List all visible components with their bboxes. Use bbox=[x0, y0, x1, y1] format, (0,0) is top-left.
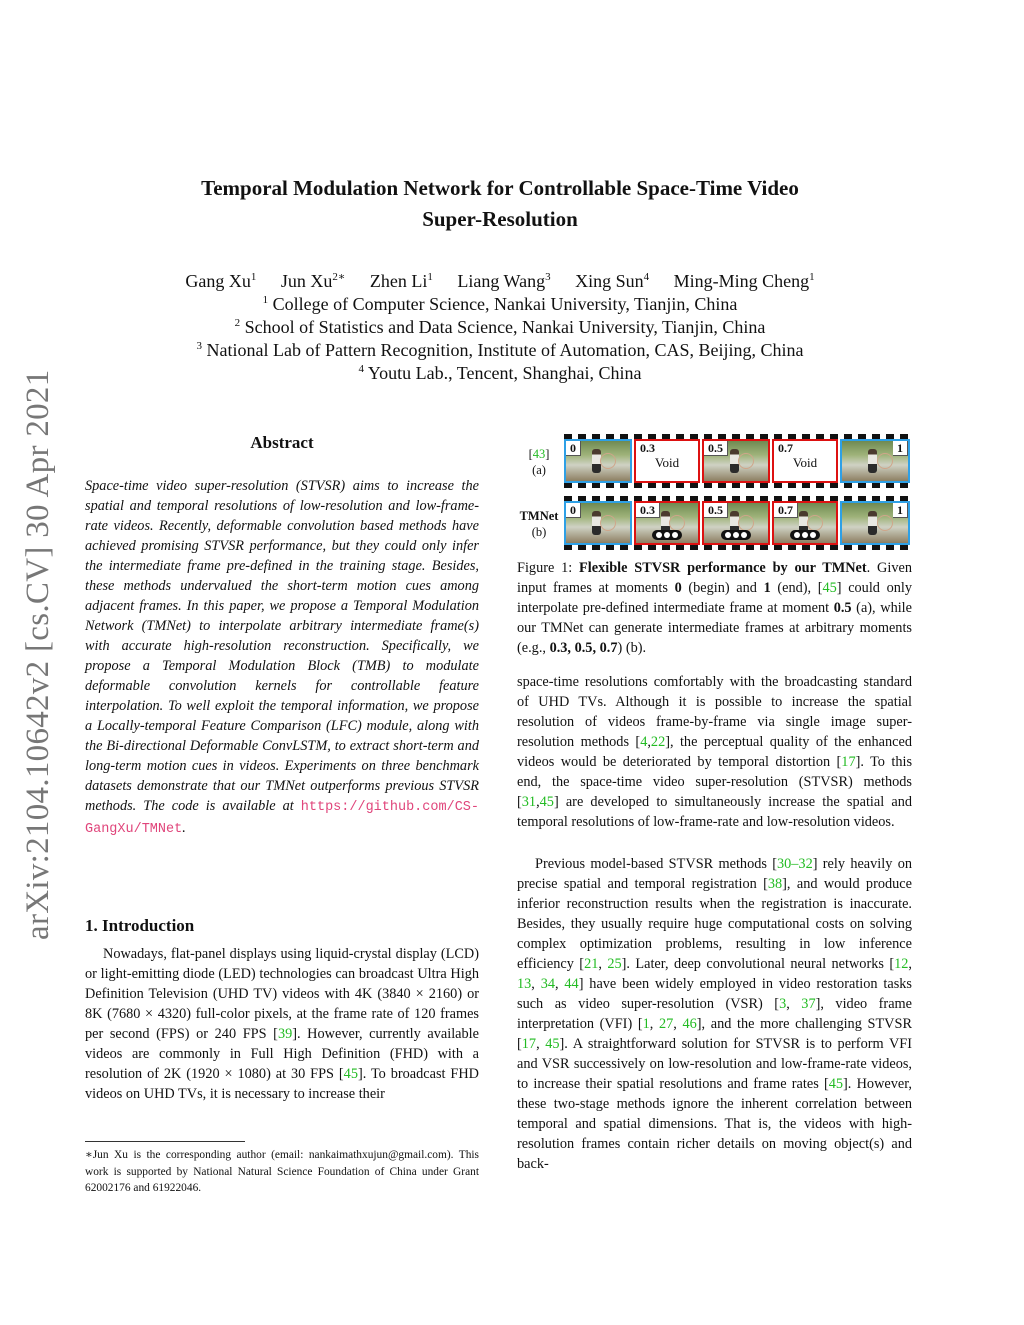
affiliation: $^1$ College of Computer Science, Nankai University, Tianjin, China bbox=[262, 294, 738, 314]
intro-heading: 1. Introduction bbox=[85, 916, 195, 935]
citation-link[interactable]: 27 bbox=[658, 1016, 674, 1032]
author: Gang Xu$^1$ bbox=[185, 271, 257, 291]
video-frame: 0 bbox=[564, 501, 632, 545]
affiliation: $^2$ School of Statistics and Data Science, Nankai University, Tianjin, China bbox=[234, 317, 766, 337]
void-frame: 0.7 Void bbox=[772, 439, 838, 483]
citation-link[interactable]: 34 bbox=[540, 976, 555, 992]
affiliation: $^3$ National Lab of Pattern Recognition, Institute of Automation, CAS, Beijing, China bbox=[196, 340, 804, 360]
citation-link[interactable]: 45 bbox=[539, 794, 554, 810]
arxiv-side-label: arXiv:2104.10642v2 [cs.CV] 30 Apr 2021 bbox=[20, 369, 56, 940]
filmstrip-row-a bbox=[564, 434, 910, 488]
citation-link[interactable]: 45 bbox=[828, 1076, 844, 1092]
title-line-2: Super-Resolution bbox=[422, 207, 578, 231]
citation-link[interactable]: 44 bbox=[564, 976, 579, 992]
citation-link[interactable]: 45 bbox=[822, 580, 837, 596]
citation-link[interactable]: 30–32 bbox=[776, 856, 813, 872]
citation-link[interactable]: 45 bbox=[545, 1036, 560, 1052]
citation-link[interactable]: 3 bbox=[779, 996, 787, 1012]
author: Jun $Xu^{2∗}$ bbox=[280, 271, 346, 291]
citation-link[interactable]: 38 bbox=[767, 876, 783, 892]
citation-link[interactable]: 43 bbox=[532, 447, 546, 461]
citation-link[interactable]: 37 bbox=[801, 996, 816, 1012]
author-block bbox=[100, 270, 900, 385]
abstract-heading: Abstract bbox=[250, 433, 314, 452]
video-frame: 1 bbox=[840, 501, 910, 545]
video-frame: 0 bbox=[564, 439, 632, 483]
author: Zhen Li$^1$ bbox=[369, 271, 433, 291]
video-frame: 0.5 bbox=[702, 501, 770, 545]
citation-link[interactable]: 45 bbox=[343, 1066, 358, 1082]
row-b-label: TMNet (b) bbox=[519, 509, 559, 539]
ellipsis-icon bbox=[790, 530, 820, 540]
filmstrip-row-b bbox=[564, 496, 910, 550]
abstract-body: Space-time video super-resolution (STVSR) aims to increase the spatial and temporal resolutions of low-resolution and low-frame-rate videos. Recently, deformable convolution based methods have achieved promising STVSR performance, but they could only infer the intermediate frame pre-defined in the training stage. Besides, these methods undervalued the short-term motion cues among adjacent frames. In this paper, we propose a Temporal Modulation Network (TMNet) to interpolate arbitrary intermediate frame(s) with accurate high-resolution reconstruction. Specifically, we propose a Temporal Modulation Block (TMB) to modulate deformable convolution kernels for controllable feature interpolation. To well exploit the temporal information, we propose a Locally-temporal Feature Comparison (LFC) module, along with the Bi-directional Deformable ConvLSTM, to extract short-term and long-term motion cues in videos. Experiments on three benchmark datasets demonstrate that our TMNet outperforms previous STVSR methods. The code is available at https://github.com/CS-GangXu/TMNet. bbox=[85, 478, 479, 837]
ellipsis-icon bbox=[721, 530, 751, 540]
author: Ming-Ming Cheng$^1$ bbox=[673, 271, 815, 291]
body-paragraph: space-time resolutions comfortably with the broadcasting standard of UHD TVs. Although it is possible to increase the spatial resolution of videos frame-by-frame via single image super-resolution methods [4,22], the perceptual quality of the enhanced videos would be deteriorated by temporal distortion [17]. To this end, the space-time video super-resolution (STVSR) methods [31,45] are developed to simultaneously increase the spatial and temporal resolutions of low-frame-rate and low-resolution videos. bbox=[517, 674, 913, 830]
footnote: ∗Jun Xu is the corresponding author (email: nankaimathxujun@gmail.com). This work is supported by National Natural Science Foundation of China under Grant 62002176 and 61922046. bbox=[85, 1149, 479, 1194]
citation-link[interactable]: 13 bbox=[517, 976, 532, 992]
code-link[interactable]: https://github.com/CS-GangXu/TMNet bbox=[85, 800, 479, 837]
video-frame: 0.3 bbox=[634, 501, 700, 545]
void-frame: 0.3 Void bbox=[634, 439, 700, 483]
citation-link[interactable]: 1 bbox=[642, 1016, 650, 1032]
video-frame: 1 bbox=[840, 439, 910, 483]
citation-link[interactable]: 17 bbox=[521, 1036, 537, 1052]
citation-link[interactable]: 31 bbox=[521, 794, 537, 810]
citation-link[interactable]: 39 bbox=[277, 1026, 293, 1042]
citation-link[interactable]: 22 bbox=[650, 734, 666, 750]
affiliation: $^4$ Youtu Lab., Tencent, Shanghai, China bbox=[358, 363, 642, 383]
citation-link[interactable]: 21 bbox=[584, 956, 599, 972]
intro-paragraph: Nowadays, flat-panel displays using liquid-crystal display (LCD) or light-emitting diode (LED) technologies can broadcast Ultra High Definition Television (UHD TV) videos with 4K (3840 × 2160) or 8K (7680 × 4320) full-color pixels, at the frame rate of 120 frames per second (FPS) or 240 FPS [39]. However, currently available videos are commonly in Full High Definition (FHD) with a resolution of 2K (1920 × 1080) at 30 FPS [45]. To broadcast FHD videos on UHD TVs, it is necessary to increase their bbox=[85, 946, 480, 1102]
citation-link[interactable]: 12 bbox=[894, 956, 909, 972]
paper-title bbox=[100, 173, 900, 235]
figure-caption: Figure 1: Flexible STVSR performance by our TMNet. Given input frames at moments 0 (begin) and 1 (end), [45] could only interpolate pre-defined intermediate frame at moment 0.5 (a), while our TMNet can generate intermediate frames at arbitrary moments (e.g., 0.3, 0.5, 0.7) (b). bbox=[517, 560, 913, 656]
citation-link[interactable]: 25 bbox=[607, 956, 622, 972]
author-list bbox=[100, 270, 900, 293]
body-paragraph: Previous model-based STVSR methods [30–32] rely heavily on precise spatial and temporal registration [38], and would produce inferior reconstruction results when the registration is inaccurate. Besides, they usually require huge computational costs on solving complex optimization problems, resulting in low inference efficiency [21, 25]. Later, deep convolutional neural networks [12, 13, 34, 44] have been widely employed in video restoration tasks such as video super-resolution (VSR) [3, 37], video frame interpretation (VFI) [1, 27, 46], and the more challenging STVSR [17, 45]. A straightforward solution for STVSR is to perform VFI and VSR successively on low-resolution and low-frame-rate videos, to increase their spatial resolutions and frame rates [45]. However, these two-stage methods ignore the inherent correlation between temporal and spatial dimensions. That is, the videos with high-resolution frames contain richer details on moving object(s) and back- bbox=[517, 856, 913, 1172]
citation-link[interactable]: 46 bbox=[682, 1016, 697, 1032]
citation-link[interactable]: 17 bbox=[841, 754, 856, 770]
row-a-label: [43] (a) bbox=[528, 447, 550, 477]
author: Liang Wang$^3$ bbox=[457, 271, 551, 291]
author: Xing Sun$^4$ bbox=[575, 271, 650, 291]
title-line-1: Temporal Modulation Network for Controllable Space-Time Video bbox=[201, 176, 799, 200]
citation-link[interactable]: 4 bbox=[640, 734, 648, 750]
footnote-rule bbox=[85, 1141, 245, 1142]
video-frame: 0.5 bbox=[702, 439, 770, 483]
ellipsis-icon bbox=[652, 530, 682, 540]
video-frame: 0.7 bbox=[772, 501, 838, 545]
figure-1 bbox=[517, 434, 912, 554]
